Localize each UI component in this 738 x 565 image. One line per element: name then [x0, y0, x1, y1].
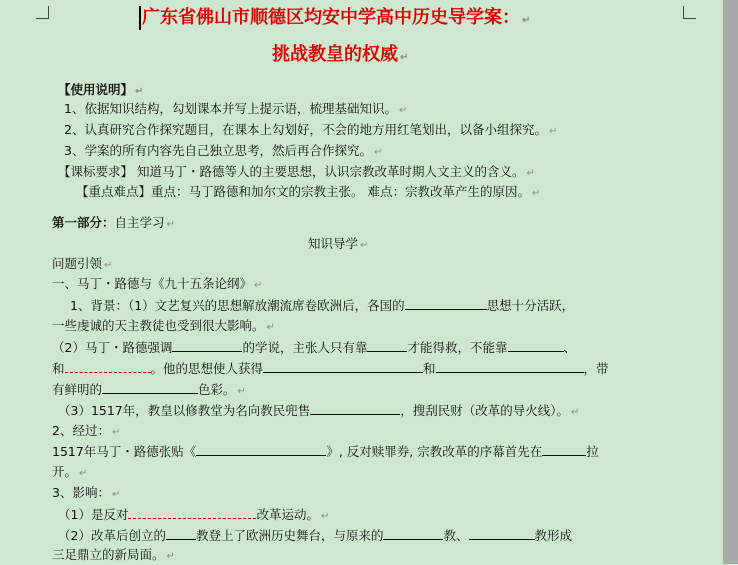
luther-line1[interactable]: （2）马丁・路德强调 的学说，主张人只有靠 才能得救，不能靠 、 [52, 340, 577, 355]
luther-line2[interactable]: 和 。他的思想使人获得 和 ，带 [52, 361, 609, 376]
question-intro[interactable]: 问题引领 ↵ [52, 256, 113, 271]
impact-heading[interactable]: 3、影响： ↵ [52, 485, 121, 500]
impact-line1[interactable]: （1）是反对 改革运动。 ↵ [58, 507, 330, 522]
doc-title-line2[interactable]: 挑战教皇的权威 ↵ [272, 44, 409, 65]
luther-line3[interactable]: 有鲜明的 色彩。 ↵ [52, 382, 246, 397]
impact-line2[interactable]: （2）改革后创立的 教登上了欧洲历史舞台，与原来的 教、 教形成 [58, 528, 573, 543]
doc-title-line1[interactable]: 广东省佛山市顺德区均安中学高中历史导学案： ↵ [142, 7, 531, 28]
text-cursor [139, 6, 141, 30]
usage-header[interactable]: 【使用说明】 ↵ [58, 82, 144, 97]
page-right-margin [723, 0, 738, 564]
usage-item-1[interactable]: 1、依据知识结构，勾划课本并写上提示语，梳理基础知识。 ↵ [64, 101, 408, 116]
key-points[interactable]: 【重点难点】重点：马丁路德和加尔文的宗教主张。 难点：宗教改革产生的原因。 ↵ [76, 184, 541, 199]
crop-mark-top-left [36, 6, 49, 19]
usage-item-3[interactable]: 3、学案的所有内容先自己独立思考，然后再合作探究。 ↵ [64, 143, 383, 158]
usage-item-2[interactable]: 2、认真研究合作探究题目，在课本上勾划好，不会的地方用红笔划出，以备小组探究。 ↵ [64, 122, 558, 137]
process-heading[interactable]: 2、经过： ↵ [52, 423, 121, 438]
impact-line3[interactable]: 三足鼎立的新局面。 ↵ [52, 547, 175, 562]
process-line2[interactable]: 开。 ↵ [52, 464, 88, 479]
part1-heading[interactable]: 第一部分：自主学习 ↵ [52, 215, 175, 230]
background-line1[interactable]: 1、背景：（1）文艺复兴的思想解放潮流席卷欧洲后，各国的 思想十分活跃， [70, 298, 575, 313]
guide-heading[interactable]: 知识导学 ↵ [308, 236, 369, 251]
section1-heading[interactable]: 一、马丁・路德与《九十五条论纲》 ↵ [52, 276, 263, 291]
curriculum-standard[interactable]: 【课标要求】 知道马丁・路德等人的主要思想，认识宗教改革时期人文主义的含义。 ↵ [58, 164, 535, 179]
background-line2[interactable]: 一些虔诚的天主教徒也受到很大影响。 ↵ [52, 318, 275, 333]
crop-mark-top-right [683, 6, 696, 19]
process-line1[interactable]: 1517年马丁・路德张贴《 》, 反对赎罪券, 宗教改革的序幕首先在 拉 [52, 444, 599, 459]
indulgence-line[interactable]: （3）1517年，教皇以修教堂为名向教民兜售 ，搜刮民财（改革的导火线）。 ↵ [58, 403, 580, 418]
